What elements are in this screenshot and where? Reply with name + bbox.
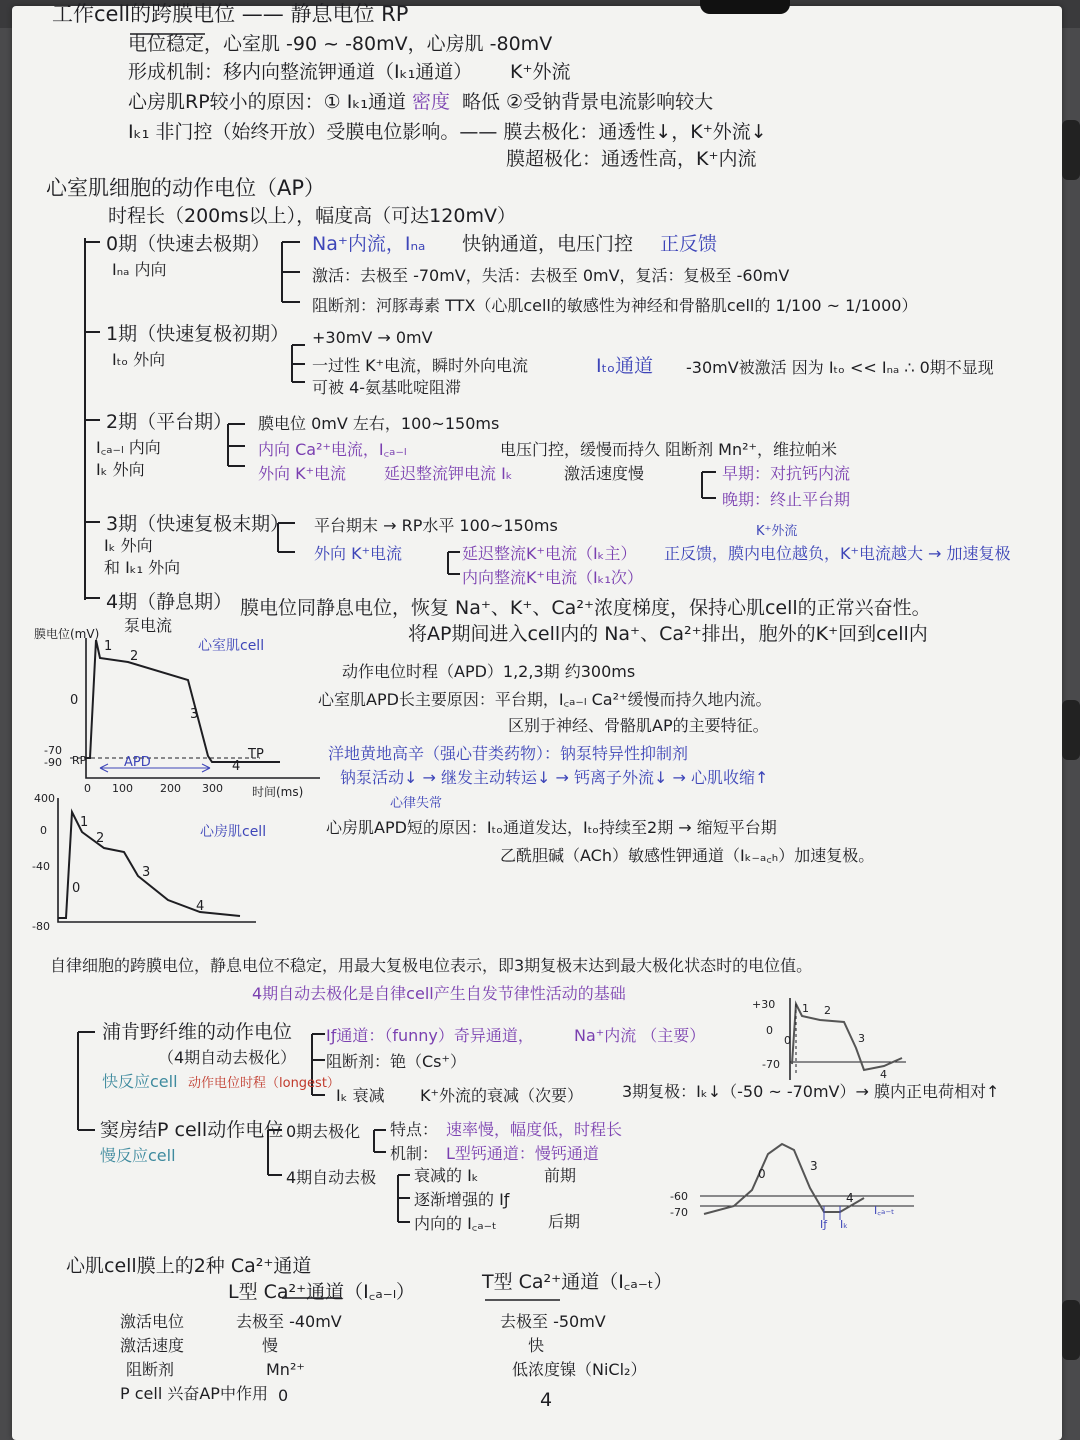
sa-early: 前期: [544, 1166, 577, 1185]
g2-phase: 0: [72, 881, 81, 896]
g3-ytick: -70: [762, 1058, 780, 1071]
phase3-positive-feedback: 正反馈，膜内电位越负，K⁺电流越大 → 加速复极: [664, 544, 1011, 563]
g1-title: 心室肌cell: [198, 638, 265, 654]
purkinje-if-channel: Iƒ通道：（funny）奇异通道，: [326, 1026, 534, 1045]
g3-ytick: 0: [766, 1024, 773, 1037]
sa-slow-tag: 慢反应cell: [100, 1146, 176, 1165]
phase4-pump: 将AP期间进入cell内的 Na⁺、Ca²⁺排出，胞外的K⁺回到cell内: [408, 623, 928, 645]
digoxin-chain: 钠泵活动↓ → 继发主动转运↓ → 钙离子外流↓ → 心肌收缩↑: [340, 768, 769, 787]
phase0-blocker: 阻断剂：河豚毒素 TTX（心肌cell的敏感性为神经和骨骼肌cell的 1/100 ~ 1/1000）: [312, 296, 918, 315]
apd-atrium-reason: 心房肌APD短的原因：Iₜₒ通道发达，Iₜₒ持续至2期 → 缩短平台期: [326, 818, 777, 837]
g2-phase: 3: [142, 865, 151, 880]
g2-ytick: -40: [32, 860, 50, 873]
g1-xtick: 0: [84, 782, 91, 795]
g1-ytick: -70: [44, 744, 62, 757]
purkinje-name: 浦肯野纤维的动作电位: [102, 1021, 293, 1043]
sa-node-ap-graph: [664, 1140, 934, 1230]
g1-tp: TP: [248, 747, 264, 762]
sa-feature-label: 特点：: [390, 1120, 439, 1139]
phase4-name: 4期（静息期）: [106, 591, 233, 613]
phase2-ca-inward: 内向 Ca²⁺电流，I꜀ₐ₋ₗ: [258, 440, 407, 459]
g3-phase: 1: [802, 1002, 809, 1015]
atrial-rp-reason-2: 略低 ②受钠背景电流影响较大: [462, 91, 714, 113]
section-title-rp: 工作cell的跨膜电位 —— 静息电位 RP: [52, 2, 409, 26]
g1-phase: 0: [70, 693, 79, 708]
g4-ytick: -60: [670, 1190, 688, 1203]
g1-xlabel: 时间(ms): [252, 785, 304, 799]
phase2-name: 2期（平台期）: [106, 411, 233, 433]
g3-phase: 0: [784, 1034, 791, 1047]
phase3-current-ik: Iₖ 外向: [104, 536, 153, 555]
phase0-current: Iₙₐ 内向: [112, 260, 167, 279]
row-t-value: 快: [528, 1336, 545, 1355]
apd-duration: 动作电位时程（APD）1,2,3期 约300ms: [342, 662, 636, 681]
phase3-voltage: 平台期末 → RP水平 100~150ms: [314, 516, 558, 535]
ik1-depolarization: Iₖ₁ 非门控（始终开放）受膜电位影响。—— 膜去极化：通透性↓，K⁺外流↓: [128, 121, 767, 143]
phase2-late: 晚期：终止平台期: [722, 490, 851, 509]
sa-late: 后期: [548, 1212, 581, 1231]
phase0-na-influx: Na⁺内流，Iₙₐ: [312, 233, 426, 255]
l-type-header: L型 Ca²⁺通道（I꜀ₐ₋ₗ）: [228, 1281, 415, 1303]
row-key: P cell 兴奋AP中作用: [120, 1384, 268, 1403]
purkinje-fast-tag: 快反应cell: [102, 1072, 178, 1091]
phase2-slow-activation: 激活速度慢: [564, 464, 645, 483]
ca-title: 心肌cell膜上的2种 Ca²⁺通道: [66, 1255, 312, 1277]
sa-mechanism: L型钙通道：慢钙通道: [446, 1144, 599, 1163]
g3-ytick: +30: [752, 998, 776, 1011]
phase0-name: 0期（快速去极期）: [106, 233, 271, 255]
row-key: 激活电位: [120, 1312, 185, 1331]
axes: [86, 638, 320, 778]
g1-apd: APD: [124, 755, 151, 770]
phase2-delayed-rectifier: 延迟整流钾电流 Iₖ: [384, 464, 513, 483]
purkinje-na-influx: Na⁺内流 （主要）: [574, 1026, 706, 1045]
rp-mechanism: 形成机制：移内向整流钾通道（Iₖ₁通道）: [128, 61, 473, 83]
purkinje-k-decay: K⁺外流的衰减（次要）: [420, 1086, 583, 1105]
row-t-value: 去极至 -50mV: [500, 1312, 606, 1331]
g3-phase: 4: [880, 1068, 887, 1081]
g4-phase: 4: [846, 1191, 854, 1205]
g3-phase: 3: [858, 1032, 865, 1045]
g2-phase: 1: [80, 815, 89, 830]
row-l-value: 慢: [262, 1336, 279, 1355]
phase2-early: 早期：对抗钙内流: [722, 464, 851, 483]
row-l-value: 去极至 -40mV: [236, 1312, 342, 1331]
purkinje-sub: （4期自动去极化）: [158, 1048, 297, 1067]
g3-phase: 2: [824, 1004, 831, 1017]
g1-xtick: 200: [160, 782, 181, 795]
g1-phase: 3: [190, 707, 199, 722]
g4-label: I꜀ₐ₋ₜ: [874, 1204, 895, 1217]
g1-xtick: 300: [202, 782, 223, 795]
g4-label: Iƒ: [820, 1218, 828, 1230]
phase0-activation: 激活：去极至 -70mV，失活：去极至 0mV，复活：复极至 -60mV: [312, 266, 790, 285]
g4-ytick: -70: [670, 1206, 688, 1219]
phase2-current-k: Iₖ 外向: [96, 460, 145, 479]
phase0-fast-na-channel: 快钠通道，电压门控: [462, 233, 634, 255]
g2-ytick: -80: [32, 920, 50, 933]
apd-distinction: 区别于神经、骨骼肌AP的主要特征。: [508, 716, 769, 735]
digoxin-arrhythmia: 心律失常: [390, 796, 443, 811]
phase3-inward-rectifier: 内向整流K⁺电流（Iₖ₁次）: [462, 568, 643, 587]
g4-label: Iₖ: [840, 1218, 848, 1230]
phase2-ca-gating: 电压门控，缓慢而持久 阻断剂 Mn²⁺，维拉帕米: [500, 440, 837, 459]
atrial-rp-reason: 心房肌RP较小的原因：① Iₖ₁通道: [128, 91, 407, 113]
phase2-voltage: 膜电位 0mV 左右，100~150ms: [258, 414, 500, 433]
digoxin-note: 洋地黄地高辛（强心苷类药物）：钠泵特异性抑制剂: [328, 744, 689, 763]
purkinje-blocker: 阻断剂：铯（Cs⁺）: [326, 1052, 466, 1071]
row-key: 激活速度: [120, 1336, 185, 1355]
g1-ytick: -90: [44, 756, 62, 769]
purkinje-longest-tag: 动作电位时程（longest）: [188, 1076, 340, 1091]
g2-phase: 2: [96, 831, 105, 846]
ventricular-ap-graph: [20, 628, 320, 804]
row-l-value: Mn²⁺: [266, 1360, 305, 1379]
g2-title: 心房肌cell: [200, 824, 267, 840]
phase3-k-outward: 外向 K⁺电流: [314, 544, 403, 563]
sa-icat: 内向的 I꜀ₐ₋ₜ: [414, 1214, 497, 1233]
g1-phase: 2: [130, 649, 139, 664]
ap-subtitle: 时程长（200ms以上），幅度高（可达120mV）: [108, 205, 516, 227]
atrial-ap-graph: [20, 790, 270, 935]
page-number: 4: [540, 1389, 553, 1411]
sa-phase4: 4期自动去极: [286, 1168, 377, 1187]
sa-if-increase: 逐渐增强的 Iƒ: [414, 1190, 510, 1209]
phase3-name: 3期（快速复极末期）: [106, 513, 290, 535]
g2-ytick: 400: [34, 792, 55, 805]
phase3-k-efflux-note: K⁺外流: [756, 524, 798, 539]
rp-values: 电位稳定，心室肌 -90 ~ -80mV，心房肌 -80mV: [128, 33, 553, 55]
phase1-activation-note: -30mV被激活 因为 Iₜₒ << Iₙₐ ∴ 0期不显现: [686, 358, 994, 377]
phase0-positive-feedback: 正反馈: [660, 233, 718, 255]
phase1-blocker: 可被 4-氨基吡啶阻滞: [312, 378, 462, 397]
g1-ylabel: 膜电位(mV): [34, 628, 100, 641]
g4-phase: 3: [810, 1159, 818, 1173]
phase1-voltage: +30mV → 0mV: [312, 328, 433, 347]
phase1-name: 1期（快速复极初期）: [106, 323, 290, 345]
sa-phase0: 0期去极化: [286, 1122, 361, 1141]
apd-ventricle-reason: 心室肌APD长主要原因：平台期，I꜀ₐ₋ₗ Ca²⁺缓慢而持久地内流。: [318, 690, 772, 709]
sa-node-name: 窦房结P cell动作电位: [100, 1119, 284, 1141]
sa-feature: 速率慢，幅度低，时程长: [446, 1120, 623, 1139]
phase2-k-outward: 外向 K⁺电流: [258, 464, 347, 483]
ik1-hyperpolarization: 膜超极化：通透性高，K⁺内流: [506, 148, 757, 170]
rp-k-efflux: K⁺外流: [510, 61, 571, 83]
row-t-value: 低浓度镍（NiCl₂）: [512, 1360, 647, 1379]
phase4-current: 泵电流: [124, 616, 173, 635]
g1-phase: 1: [104, 639, 113, 654]
purkinje-ik-decay: Iₖ 衰减: [336, 1086, 385, 1105]
phase1-transient-k: 一过性 K⁺电流，瞬时外向电流: [312, 356, 529, 375]
purkinje-ap-graph: [740, 994, 920, 1084]
phase1-current: Iₜₒ 外向: [112, 350, 166, 369]
g2-ytick: 0: [40, 824, 47, 837]
g1-xtick: 100: [112, 782, 133, 795]
g1-phase: 4: [232, 759, 241, 774]
row-key: 阻断剂: [126, 1360, 175, 1379]
auto-sub: 4期自动去极化是自律cell产生自发节律性活动的基础: [252, 984, 626, 1003]
phase2-current-ca: I꜀ₐ₋ₗ 内向: [96, 438, 161, 457]
row-l-value: 0: [278, 1386, 289, 1405]
g1-rp: RP: [72, 754, 87, 767]
g2-phase: 4: [196, 899, 205, 914]
ach-channel: 乙酰胆碱（ACh）敏感性钾通道（Iₖ₋ₐ꜀ₕ）加速复极。: [500, 846, 875, 865]
atrial-rp-density: 密度: [412, 91, 451, 113]
sa-ik-decay: 衰减的 Iₖ: [414, 1166, 479, 1185]
sa-mechanism-label: 机制：: [390, 1144, 439, 1163]
t-type-header: T型 Ca²⁺通道（I꜀ₐ₋ₜ）: [482, 1271, 673, 1293]
auto-title: 自律细胞的跨膜电位，静息电位不稳定，用最大复极电位表示，即3期复极末达到最大极化状态时的电位值。: [50, 956, 813, 975]
ap-title: 心室肌细胞的动作电位（AP）: [46, 176, 326, 200]
g4-phase: 0: [758, 1167, 766, 1181]
phase3-current-ik1: 和 Iₖ₁ 外向: [104, 558, 181, 577]
phase4-description: 膜电位同静息电位，恢复 Na⁺、K⁺、Ca²⁺浓度梯度，保持心肌cell的正常兴奋性。: [240, 597, 931, 619]
purkinje-phase3-note: 3期复极：Iₖ↓（-50 ~ -70mV）→ 膜内正电荷相对↑: [622, 1082, 1000, 1101]
phase3-delayed-rectifier: 延迟整流K⁺电流（Iₖ主）: [462, 544, 637, 563]
phase1-ito-channel: Iₜₒ通道: [596, 355, 654, 377]
